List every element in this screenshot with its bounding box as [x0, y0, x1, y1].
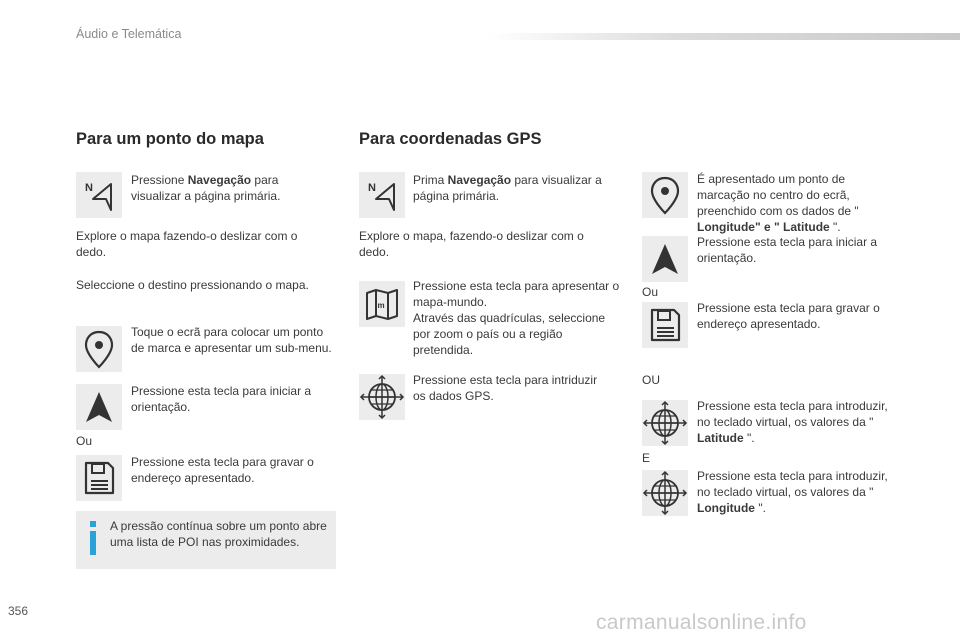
- info-box: [76, 511, 336, 569]
- start-guidance-arrow-icon: [642, 236, 688, 282]
- step-gps-data: Pressione esta tecla para intriduzir os dados GPS.: [413, 373, 598, 403]
- navigation-north-icon: [76, 172, 122, 218]
- step-marker: É apresentado um ponto de marcação no centro do ecrã, preenchido com os dados de " Longitude" e " Latitude ".: [697, 172, 859, 234]
- map-pin-icon: [642, 172, 688, 218]
- step-start: Pressione esta tecla para iniciar a orientação.: [131, 384, 312, 414]
- save-floppy-icon: [76, 455, 122, 501]
- step-touch: Toque o ecrã para colocar um ponto de marca e apresentar um sub-menu.: [131, 325, 332, 355]
- start-guidance-arrow-icon: [76, 384, 122, 430]
- save-floppy-icon: [642, 302, 688, 348]
- globe-grid-icon: [359, 374, 405, 420]
- step-save-gps: Pressione esta tecla para gravar o endereço apresentado.: [697, 301, 880, 331]
- heading-map-point: Para um ponto do mapa: [76, 130, 264, 148]
- step-select: Seleccione o destino pressionando o mapa.: [76, 278, 309, 292]
- map-pin-icon: [76, 326, 122, 372]
- heading-gps-coordinates: Para coordenadas GPS: [359, 130, 542, 148]
- globe-grid-icon: [642, 400, 688, 446]
- section-title: Áudio e Telemática: [76, 27, 182, 41]
- step-world-map: Pressione esta tecla para apresentar o mapa-mundo. Através das quadrículas, seleccione por zoom o país ou a região pretendida.: [413, 279, 620, 357]
- info-text: A pressão contínua sobre um ponto abre uma lista de POI nas proximidades.: [110, 519, 327, 549]
- step-save: Pressione esta tecla para gravar o endereço apresentado.: [131, 455, 314, 485]
- or-label-upper: OU: [642, 373, 660, 387]
- info-icon: [86, 521, 100, 555]
- step-explore: Explore o mapa fazendo-o deslizar com o dedo.: [76, 229, 298, 259]
- header-divider: [488, 33, 960, 40]
- globe-grid-icon: [642, 470, 688, 516]
- step-explore-gps: Explore o mapa, fazendo-o deslizar com o dedo.: [359, 229, 584, 259]
- or-label: Ou: [642, 285, 659, 299]
- step-longitude: Pressione esta tecla para introduzir, no teclado virtual, os valores da " Longitude ".: [697, 469, 888, 515]
- watermark-text: carmanualsonline.info: [596, 611, 807, 634]
- navigation-north-icon: [359, 172, 405, 218]
- or-label: Ou: [76, 434, 93, 448]
- step-start-gps: Pressione esta tecla para iniciar a orientação.: [697, 235, 878, 265]
- step-navigation-gps: Prima Navegação para visualizar a página primária.: [413, 173, 602, 203]
- world-map-icon: [359, 281, 405, 327]
- step-latitude: Pressione esta tecla para introduzir, no teclado virtual, os valores da " Latitude ".: [697, 399, 888, 445]
- step-navigation: Pressione Navegação para visualizar a página primária.: [131, 173, 281, 203]
- page-number: 356: [8, 604, 29, 618]
- and-label: E: [642, 451, 651, 465]
